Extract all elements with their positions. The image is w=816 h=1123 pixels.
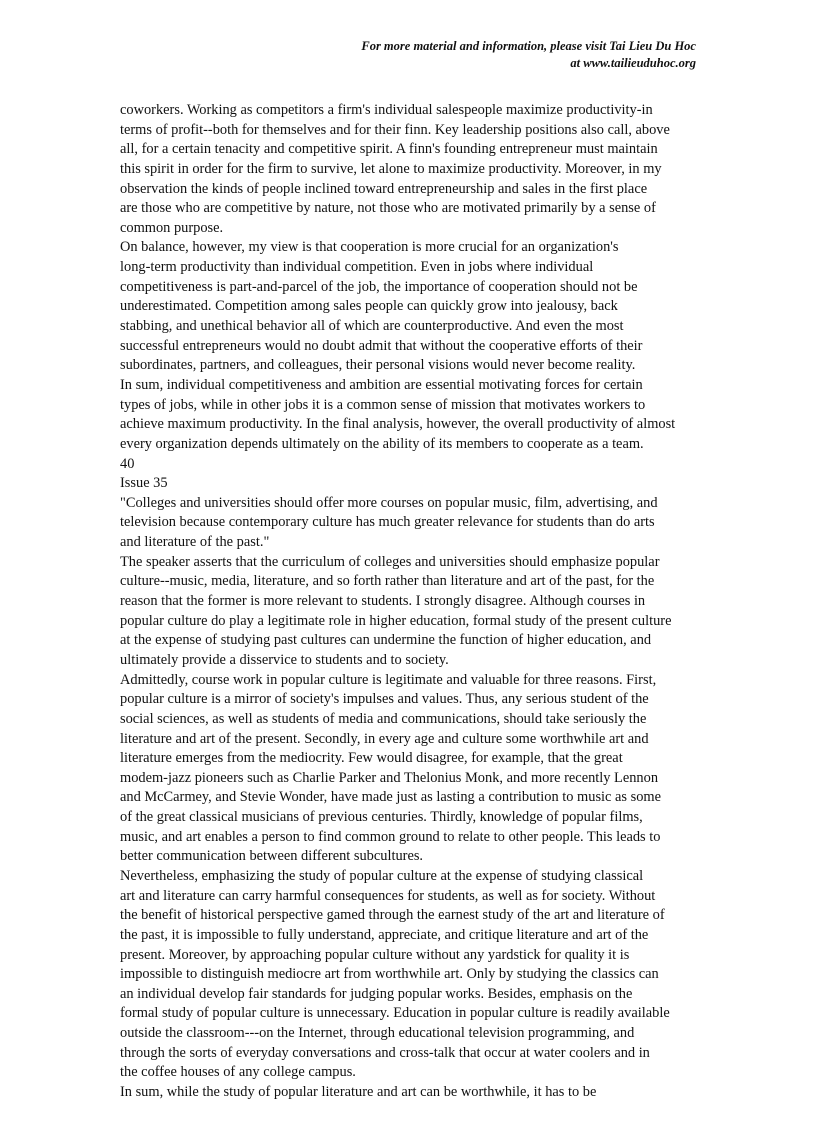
text-line: music, and art enables a person to find common ground to relate to other people. This leads to (120, 828, 661, 845)
text-line: social sciences, as well as students of media and communications, should take seriously the (120, 710, 647, 727)
text-line: subordinates, partners, and colleagues, their personal visions would never become reality. (120, 357, 636, 374)
text-line: outside the classroom---on the Internet, through educational television programming, and (120, 1025, 635, 1042)
text-line: and McCarmey, and Stevie Wonder, have made just as lasting a contribution to music as some (120, 789, 661, 806)
text-line: modem-jazz pioneers such as Charlie Parker and Thelonius Monk, and more recently Lennon (120, 769, 659, 786)
text-line: at the expense of studying past cultures can undermine the function of higher education, and (120, 632, 652, 649)
text-line: types of jobs, while in other jobs it is a common sense of mission that motivates workers to (120, 396, 646, 413)
text-line: terms of profit--both for themselves and for their finn. Key leadership positions also call, above (120, 121, 670, 138)
text-line: art and literature can carry harmful consequences for students, as well as for society. Without (120, 887, 656, 904)
text-line: long-term productivity than individual competition. Even in jobs where individual (120, 259, 594, 276)
text-line: competitiveness is part-and-parcel of the job, the importance of cooperation should not be (120, 278, 638, 295)
text-line: of the great classical musicians of previous centuries. Thirdly, knowledge of popular films, (120, 809, 643, 826)
text-line: formal study of popular culture is unnecessary. Education in popular culture is readily available (120, 1005, 670, 1022)
text-line: better communication between different subcultures. (120, 848, 424, 865)
text-line: coworkers. Working as competitors a firm's individual salespeople maximize productivity-in (120, 102, 653, 118)
text-line: literature and art of the present. Secondly, in every age and culture some worthwhile art and (120, 730, 649, 747)
header-line-2: at www.tailieuduhoc.org (570, 56, 696, 70)
page-header (361, 38, 696, 72)
text-line: impossible to distinguish mediocre art from worthwhile art. Only by studying the classics can (120, 966, 659, 983)
text-line: the benefit of historical perspective gamed through the earnest study of the art and literature of (120, 907, 665, 924)
document-body (120, 101, 690, 1103)
text-line: popular culture is a mirror of society's impulses and values. Thus, any serious student of the (120, 691, 649, 708)
text-line: the coffee houses of any college campus. (120, 1064, 356, 1081)
text-line: 40 (120, 455, 135, 472)
text-line: successful entrepreneurs would no doubt admit that without the cooperative efforts of their (120, 337, 643, 354)
text-line: this spirit in order for the firm to survive, let alone to maximize productivity. Moreover, in my (120, 160, 662, 177)
text-line: reason that the former is more relevant to students. I strongly disagree. Although courses in (120, 593, 646, 610)
text-line: ultimately provide a disservice to students and to society. (120, 651, 449, 668)
text-line: present. Moreover, by approaching popular culture without any yardstick for quality it is (120, 946, 630, 963)
text-line: Nevertheless, emphasizing the study of popular culture at the expense of studying classical (120, 867, 644, 884)
header-line-1: For more material and information, please visit Tai Lieu Du Hoc (361, 39, 696, 53)
text-line: all, for a certain tenacity and competitive spirit. A finn's founding entrepreneur must maintain (120, 141, 658, 158)
text-line: an individual develop fair standards for judging popular works. Besides, emphasis on the (120, 985, 633, 1002)
text-line: through the sorts of everyday conversations and cross-talk that occur at water coolers and in (120, 1044, 650, 1061)
text-line: underestimated. Competition among sales people can quickly grow into jealousy, back (120, 298, 618, 315)
text-line: and literature of the past." (120, 534, 270, 551)
text-line: popular culture do play a legitimate role in higher education, formal study of the present culture (120, 612, 672, 629)
text-line: literature emerges from the mediocrity. Few would disagree, for example, that the great (120, 750, 623, 767)
text-line: stabbing, and unethical behavior all of which are counterproductive. And even the most (120, 318, 624, 335)
text-line: common purpose. (120, 219, 224, 236)
text-line: Issue 35 (120, 475, 168, 492)
text-line: The speaker asserts that the curriculum of colleges and universities should emphasize popular (120, 553, 660, 570)
text-line: achieve maximum productivity. In the final analysis, however, the overall productivity of almost (120, 416, 676, 433)
text-line: culture--music, media, literature, and so forth rather than literature and art of the past, for the (120, 573, 655, 590)
text-line: In sum, while the study of popular literature and art can be worthwhile, it has to be (120, 1084, 597, 1101)
text-line: observation the kinds of people inclined toward entrepreneurship and sales in the first place (120, 180, 648, 197)
text-line: Admittedly, course work in popular culture is legitimate and valuable for three reasons. First, (120, 671, 657, 688)
text-line: In sum, individual competitiveness and ambition are essential motivating forces for certain (120, 376, 643, 393)
text-line: every organization depends ultimately on the ability of its members to cooperate as a team. (120, 435, 644, 452)
text-line: are those who are competitive by nature, not those who are motivated primarily by a sense of (120, 200, 656, 217)
text-line: the past, it is impossible to fully understand, appreciate, and critique literature and art of the (120, 926, 649, 943)
text-line: television because contemporary culture has much greater relevance for students than do arts (120, 514, 655, 531)
text-line: On balance, however, my view is that cooperation is more crucial for an organization's (120, 239, 619, 256)
text-line: "Colleges and universities should offer more courses on popular music, film, advertising, and (120, 494, 658, 511)
